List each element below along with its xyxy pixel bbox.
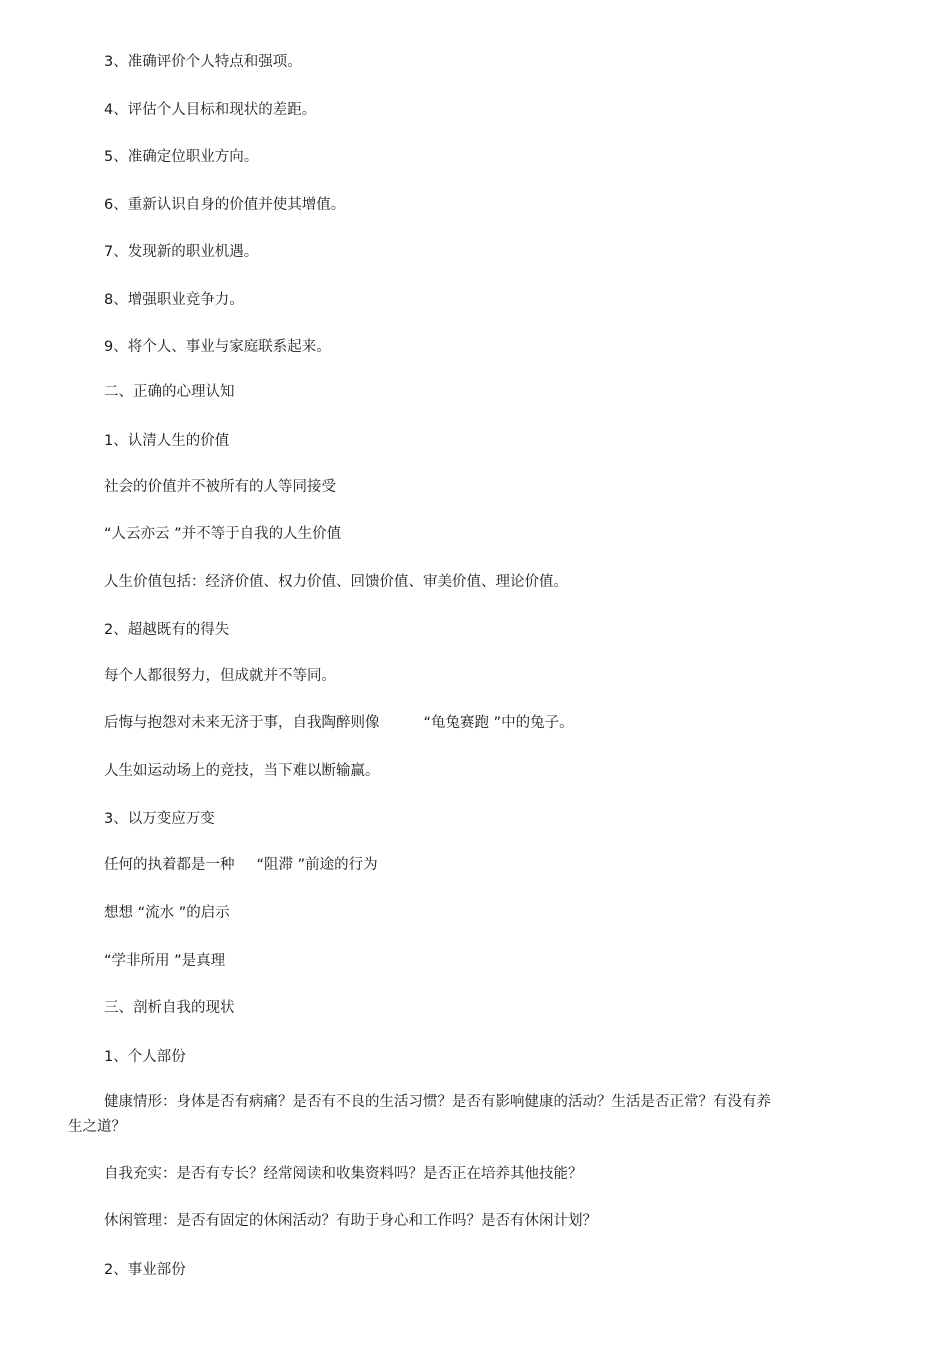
text-line <box>104 855 378 875</box>
text-line: 8、增强职业竞争力。 <box>104 292 244 308</box>
subsection-heading: 3、以万变应万变 <box>104 811 215 827</box>
text-line: 7、发现新的职业机遇。 <box>104 244 259 260</box>
quoted-phrase: “龟兔赛跑 ”中的兔子。 <box>423 715 574 731</box>
text-line: 4、评估个人目标和现状的差距。 <box>104 102 317 118</box>
subsection-heading: 1、认清人生的价值 <box>104 433 230 449</box>
text-line: 休闲管理：是否有固定的休闲活动？有助于身心和工作吗？是否有休闲计划？ <box>104 1213 597 1229</box>
quoted-phrase: “阻滞 ”前途的行为 <box>256 857 378 873</box>
text-line: 人生如运动场上的竞技，当下难以断输赢。 <box>104 763 380 779</box>
text-line <box>104 713 574 733</box>
text-line-continuation: 生之道？ <box>68 1119 126 1135</box>
text-line: 9、将个人、事业与家庭联系起来。 <box>104 339 331 355</box>
text-line: 每个人都很努力，但成就并不等同。 <box>104 668 336 684</box>
text-line: “学非所用 ”是真理 <box>104 953 226 969</box>
text-fragment: 后悔与抱怨对未来无济于事，自我陶醉则像 <box>104 715 380 731</box>
section-heading: 二、正确的心理认知 <box>104 384 235 400</box>
text-line: 想想 “流水 ”的启示 <box>104 905 230 921</box>
subsection-heading: 1、个人部份 <box>104 1049 186 1065</box>
subsection-heading: 2、超越既有的得失 <box>104 622 230 638</box>
text-line: 健康情形：身体是否有病痛？是否有不良的生活习惯？是否有影响健康的活动？生活是否正常？有没有养 <box>104 1094 771 1110</box>
section-heading: 三、剖析自我的现状 <box>104 1000 235 1016</box>
text-line: 社会的价值并不被所有的人等同接受 <box>104 479 336 495</box>
text-fragment: 任何的执着都是一种 <box>104 857 235 873</box>
text-line: 3、准确评价个人特点和强项。 <box>104 54 302 70</box>
text-line: 自我充实：是否有专长？经常阅读和收集资料吗？是否正在培养其他技能？ <box>104 1166 583 1182</box>
text-line: 人生价值包括：经济价值、权力价值、回馈价值、审美价值、理论价值。 <box>104 574 568 590</box>
text-line: “人云亦云 ”并不等于自我的人生价值 <box>104 526 342 542</box>
text-line: 5、准确定位职业方向。 <box>104 149 259 165</box>
text-line: 6、重新认识自身的价值并使其增值。 <box>104 197 346 213</box>
subsection-heading: 2、事业部份 <box>104 1262 186 1278</box>
